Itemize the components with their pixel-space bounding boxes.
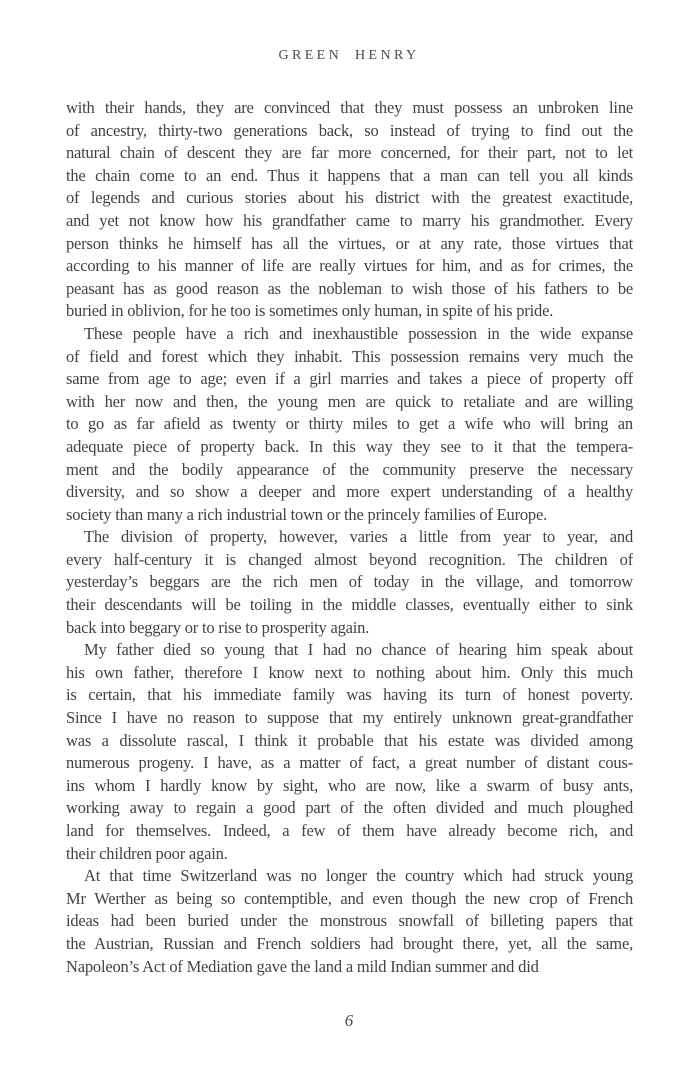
text-line: diversity, and so show a deeper and more expert understanding of a healthy: [66, 482, 633, 502]
text-line: the chain come to an end. Thus it happens that a man can tell you all kinds: [66, 165, 633, 185]
text-line: Mr Werther as being so contemptible, and even though the new crop of French: [66, 888, 633, 908]
text-line: same from age to age; even if a girl marries and takes a piece of property off: [66, 369, 633, 389]
text-line: The division of property, however, varies a little from year to year, and: [84, 527, 633, 547]
text-line: their descendants will be toiling in the middle classes, eventually either to sink: [66, 595, 633, 615]
text-line: was a dissolute rascal, I think it probable that his estate was divided among: [66, 730, 633, 750]
text-line: At that time Switzerland was no longer the country which had struck young: [84, 866, 633, 886]
running-head: GREEN HENRY: [278, 48, 420, 63]
text-line: land for themselves. Indeed, a few of them have already become rich, and: [66, 821, 633, 840]
text-line: their children poor again.: [66, 843, 228, 863]
text-line: ins whom I hardly know by sight, who are now, like a swarm of busy ants,: [66, 775, 633, 795]
text-line: his own father, therefore I know next to nothing about him. Only this much: [66, 662, 633, 682]
text-line: natural chain of descent they are far more concerned, for their part, not to let: [66, 143, 633, 163]
text-line: every half-century it is changed almost beyond recognition. The children of: [66, 549, 633, 569]
text-line: adequate piece of property back. In this way they see to it that the tempera-: [66, 436, 633, 456]
text-line: with her now and then, the young men are quick to retaliate and are willing: [66, 391, 633, 411]
text-line: society than many a rich industrial town or the princely families of Europe.: [66, 504, 548, 524]
text-line: of ancestry, thirty-two generations back, so instead of trying to find out the: [66, 120, 633, 140]
text-line: person thinks he himself has all the virtues, or at any rate, those virtues that: [66, 233, 633, 253]
text-line: back into beggary or to rise to prosperity again.: [66, 617, 370, 637]
text-line: numerous progeny. I have, as a matter of fact, a great number of distant cous-: [66, 753, 633, 773]
text-line: buried in oblivion, for he too is sometimes only human, in spite of his pride.: [66, 301, 554, 321]
text-line: of field and forest which they inhabit. This possession remains very much the: [66, 346, 633, 366]
text-block: [66, 97, 633, 978]
text-line: is certain, that his immediate family was having its turn of honest poverty.: [66, 685, 633, 705]
text-line: working away to regain a good part of the often divided and much ploughed: [66, 798, 633, 818]
text-line: the Austrian, Russian and French soldiers had brought there, yet, all the same,: [66, 933, 633, 953]
text-line: according to his manner of life are really virtues for him, and as for crimes, the: [66, 256, 633, 276]
text-line: of legends and curious stories about his district with the greatest exactitude,: [66, 188, 633, 208]
text-line: ment and the bodily appearance of the community preserve the necessary: [66, 459, 633, 479]
text-line: yesterday’s beggars are the rich men of today in the village, and tomorrow: [66, 572, 633, 592]
page-number: 6: [344, 1011, 354, 1030]
text-line: with their hands, they are convinced that they must possess an unbroken line: [66, 98, 633, 117]
text-line: peasant has as good reason as the nobleman to wish those of his fathers to be: [66, 278, 633, 298]
text-line: and yet not know how his grandfather came to marry his grandmother. Every: [66, 210, 633, 230]
text-line: These people have a rich and inexhaustible possession in the wide expanse: [84, 323, 633, 343]
text-line: Since I have no reason to suppose that my entirely unknown great-grandfather: [66, 708, 633, 728]
text-line: My father died so young that I had no chance of hearing him speak about: [84, 640, 633, 660]
text-line: Napoleon’s Act of Mediation gave the land a mild Indian summer and did: [66, 956, 539, 976]
text-line: to go as far afield as twenty or thirty miles to get a wife who will bring an: [66, 414, 633, 434]
text-line: ideas had been buried under the monstrous snowfall of billeting papers that: [66, 911, 633, 931]
